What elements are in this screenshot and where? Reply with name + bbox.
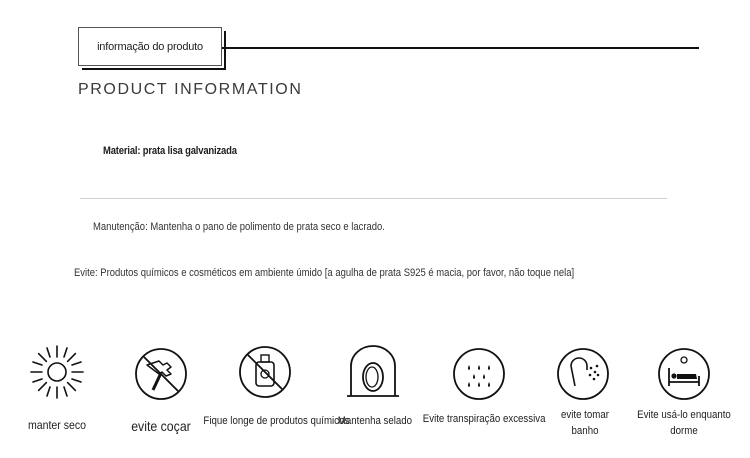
no-chemicals-icon bbox=[237, 344, 293, 400]
sun-icon bbox=[29, 344, 85, 400]
care-label-scratch: evite coçar bbox=[131, 418, 191, 434]
no-hammer-icon bbox=[133, 346, 189, 402]
shower-icon bbox=[555, 346, 611, 402]
care-label-sleep-line1: Evite usá-lo enquanto bbox=[637, 409, 731, 421]
care-label-dry: manter seco bbox=[27, 418, 87, 432]
care-label-shower-line1: evite tomar bbox=[561, 409, 609, 421]
product-info-tab-label: informação do produto bbox=[97, 40, 203, 53]
sealed-ring-icon bbox=[345, 344, 401, 400]
sleep-icon bbox=[656, 346, 712, 402]
header-rule bbox=[222, 47, 699, 49]
care-label-sleep-line2: dorme bbox=[670, 425, 698, 437]
product-info-tab bbox=[78, 27, 222, 66]
care-label-sealed: Mantenha selado bbox=[337, 415, 413, 427]
page-title: PRODUCT INFORMATION bbox=[78, 81, 303, 98]
sweat-drops-icon bbox=[451, 346, 507, 402]
care-label-shower-line2: banho bbox=[571, 425, 599, 437]
divider bbox=[80, 198, 667, 199]
care-label-shower bbox=[550, 407, 620, 439]
care-label-chemicals: Fique longe de produtos químicos bbox=[203, 415, 350, 427]
care-label-sweat: Evite transpiração excessiva bbox=[422, 413, 546, 425]
maintenance-text: Manutenção: Mantenha o pano de polimento de prata seco e lacrado. bbox=[93, 221, 385, 233]
material-text: Material: prata lisa galvanizada bbox=[103, 145, 237, 157]
care-label-sleep bbox=[636, 407, 733, 439]
avoid-text: Evite: Produtos químicos e cosméticos em ambiente úmido [a agulha de prata S925 é macia, por favor, não toque nela] bbox=[74, 267, 575, 279]
